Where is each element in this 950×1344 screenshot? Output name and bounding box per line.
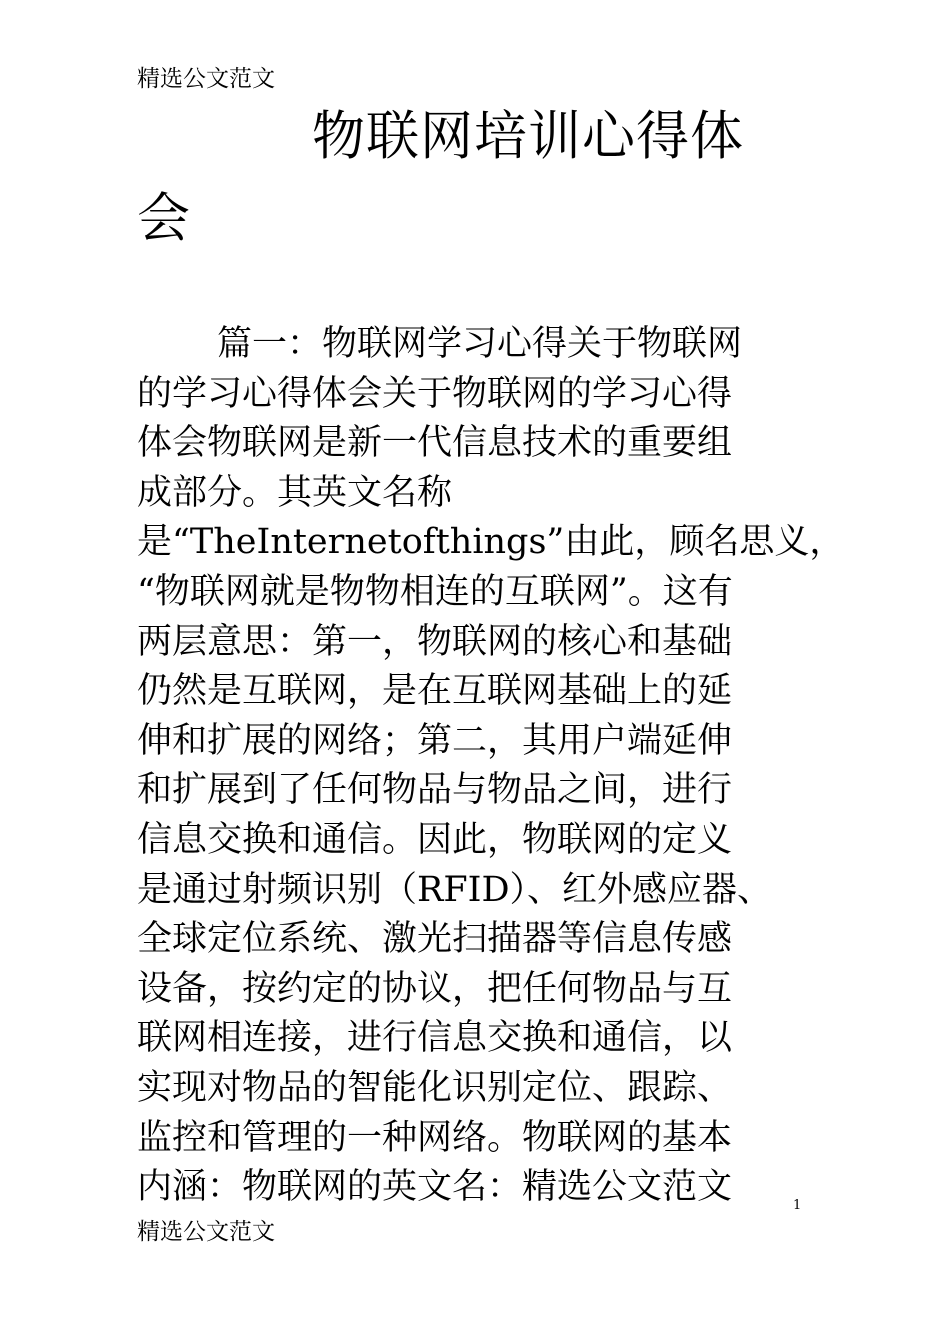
body-line: 仍然是互联网，是在互联网基础上的延: [137, 671, 733, 712]
page-footer: 精选公文范文: [137, 1219, 275, 1245]
body-line: 内涵：物联网的英文名：精选公文范文: [137, 1167, 733, 1208]
body-line: 联网相连接，进行信息交换和通信，以: [137, 1018, 733, 1059]
body-line: 信息交换和通信。因此，物联网的定义: [137, 819, 733, 860]
page-header: 精选公文范文: [137, 66, 275, 92]
body-text: [137, 320, 845, 1213]
body-line: 成部分。其英文名称: [137, 472, 453, 513]
body-line: 体会物联网是新一代信息技术的重要组: [137, 423, 733, 464]
body-line: 的学习心得体会关于物联网的学习心得: [137, 373, 733, 414]
document-title-line-1: 物联网培训心得体: [312, 106, 744, 167]
body-line: 和扩展到了任何物品与物品之间，进行: [137, 770, 733, 811]
body-line: 是“TheInternetofthings”由此，顾名思义，: [137, 522, 845, 563]
body-line: 设备，按约定的协议，把任何物品与互: [137, 968, 733, 1009]
body-line: 实现对物品的智能化识别定位、跟踪、: [137, 1067, 733, 1108]
body-line: 两层意思：第一，物联网的核心和基础: [137, 621, 733, 662]
document-title-line-2: 会: [137, 188, 190, 249]
body-line: 篇一：物联网学习心得关于物联网: [217, 324, 743, 364]
body-line: “物联网就是物物相连的互联网”。这有: [137, 571, 733, 612]
body-line: 全球定位系统、激光扫描器等信息传感: [137, 919, 733, 960]
page-number: 1: [793, 1198, 802, 1213]
body-line: 是通过射频识别（RFID）、红外感应器、: [137, 869, 773, 910]
body-line: 伸和扩展的网络；第二，其用户端延伸: [137, 720, 733, 761]
body-line: 监控和管理的一种网络。物联网的基本: [137, 1117, 733, 1158]
